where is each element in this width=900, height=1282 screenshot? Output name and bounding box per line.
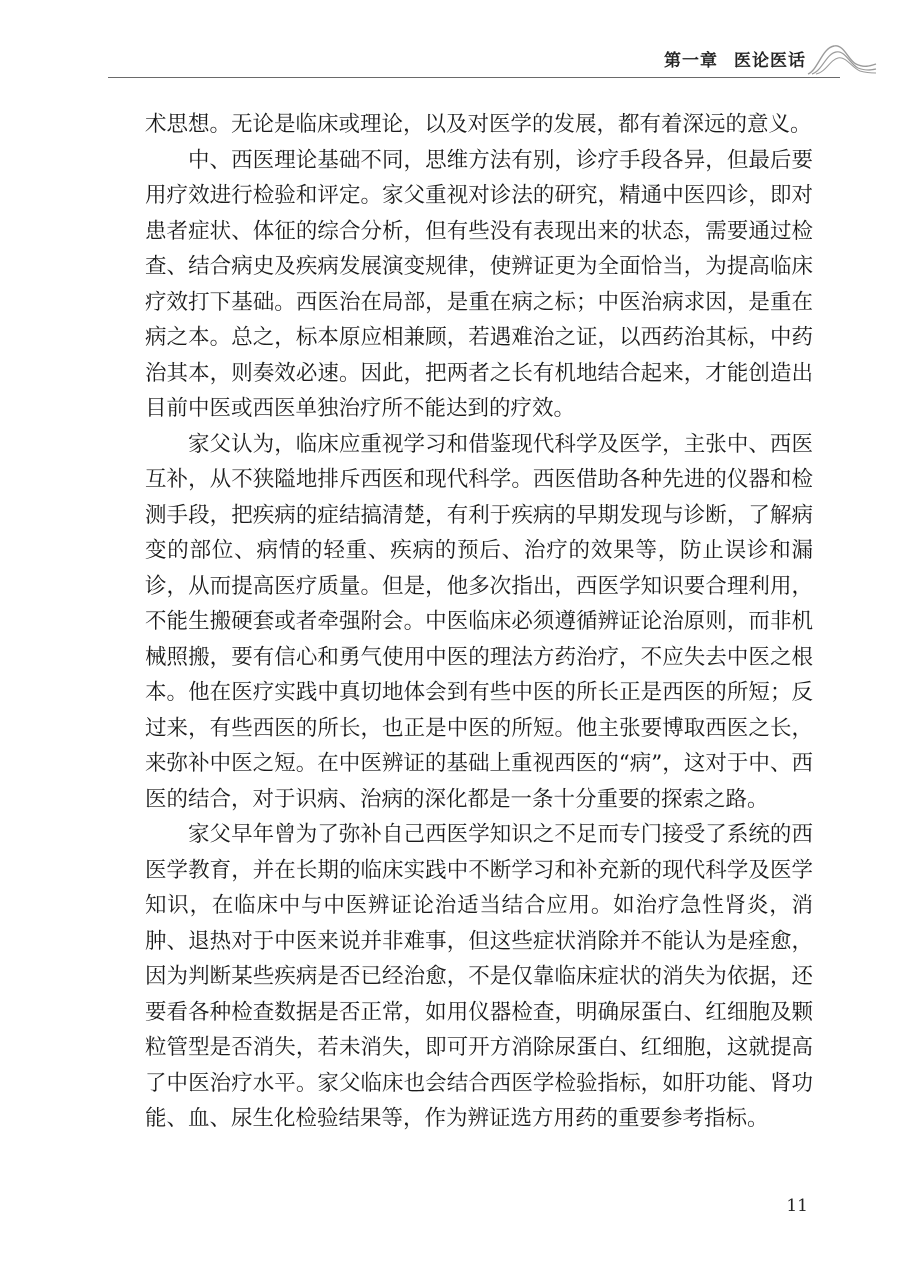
page-number: 11 (786, 1196, 808, 1216)
running-head (664, 46, 806, 71)
paragraph-2: 中、西医理论基础不同，思维方法有别，诊疗手段各异，但最后要用疗效进行检验和评定。家父重视对诊法的研究，精通中医四诊，即对患者症状、体征的综合分析，但有些没有表现出来的状态，需要通过检查、结合病史及疾病发展演变规律，使辨证更为全面恰当，为提高临床疗效打下基础。西医治在局部，是重在病之标；中医治病求因，是重在病之本。总之，标本原应相兼顾，若遇难治之证，以西药治其标，中药治其本，则奏效必速。因此，把两者之长有机地结合起来，才能创造出目前中医或西医单独治疗所不能达到的疗效。 (145, 147, 813, 421)
paragraph-1: 术思想。无论是临床或理论，以及对医学的发展，都有着深远的意义。 (145, 112, 812, 137)
mountain-logo-icon (806, 40, 878, 78)
chapter-label: 第一章 (664, 51, 718, 71)
header-rule (108, 77, 840, 78)
paragraph-3: 家父认为，临床应重视学习和借鉴现代科学及医学，主张中、西医互补，从不狭隘地排斥西医和现代科学。西医借助各种先进的仪器和检测手段，把疾病的症结搞清楚，有利于疾病的早期发现与诊断，了解病变的部位、病情的轻重、疾病的预后、治疗的效果等，防止误诊和漏诊，从而提高医疗质量。但是，他多次指出，西医学知识要合理利用，不能生搬硬套或者牵强附会。中医临床必须遵循辨证论治原则，而非机械照搬，要有信心和勇气使用中医的理法方药治疗，不应失去中医之根本。他在医疗实践中真切地体会到有些中医的所长正是西医的所短；反过来，有些西医的所长，也正是中医的所短。他主张要博取西医之长，来弥补中医之短。在中医辨证的基础上重视西医的“病”，这对于中、西医的结合，对于识病、治病的深化都是一条十分重要的探索之路。 (145, 431, 813, 812)
paragraph-4: 家父早年曾为了弥补自己西医学知识之不足而专门接受了系统的西医学教育，并在长期的临床实践中不断学习和补充新的现代科学及医学知识，在临床中与中医辨证论治适当结合应用。如治疗急性肾炎，消肿、退热对于中医来说并非难事，但这些症状消除并不能认为是痊愈，因为判断某些疾病是否已经治愈，不是仅靠临床症状的消失为依据，还要看各种检查数据是否正常，如用仪器检查，明确尿蛋白、红细胞及颗粒管型是否消失，若未消失，即可开方消除尿蛋白、红细胞，这就提高了中医治疗水平。家父临床也会结合西医学检验指标，如肝功能、肾功能、血、尿生化检验结果等，作为辨证选方用药的重要参考指标。 (145, 822, 813, 1131)
chapter-title: 医论医话 (734, 51, 806, 71)
body-text (145, 107, 813, 1137)
